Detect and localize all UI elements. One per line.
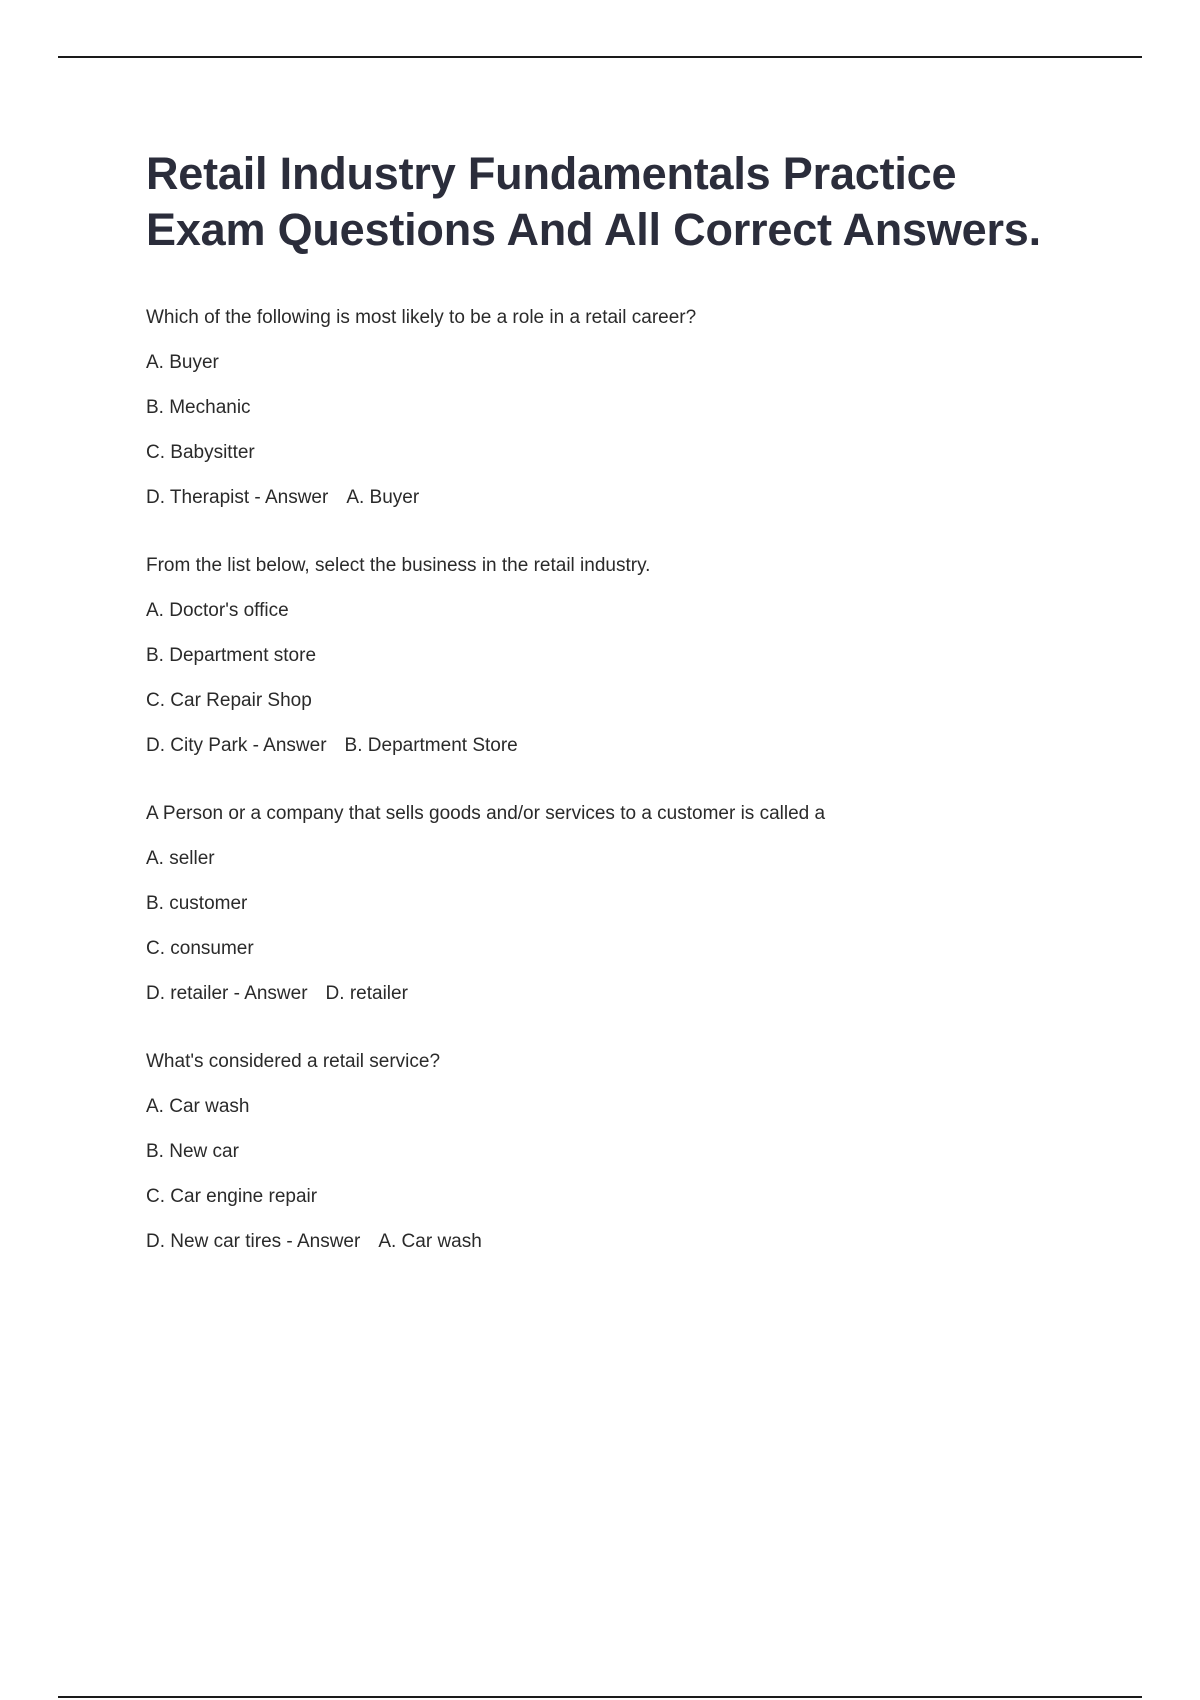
option-a: A. seller [146, 848, 215, 869]
option-a: A. Car wash [146, 1096, 250, 1117]
option-d-with-answer [146, 1230, 1086, 1254]
option-a: A. Doctor's office [146, 600, 289, 621]
option-d: D. New car tires - Answer [146, 1231, 361, 1252]
correct-answer: D. retailer [325, 983, 408, 1004]
option-d-with-answer [146, 734, 1086, 758]
question-block-3 [146, 802, 1086, 1006]
top-divider [58, 56, 1142, 58]
question-block-4 [146, 1050, 1086, 1254]
correct-answer: B. Department Store [344, 735, 518, 756]
option-c: C. Car Repair Shop [146, 690, 312, 711]
option-d: D. retailer - Answer [146, 983, 308, 1004]
document-title: Retail Industry Fundamentals Practice Exam Questions And All Correct Answers. [146, 148, 1041, 255]
question-text: Which of the following is most likely to be a role in a retail career? [146, 307, 697, 328]
option-b: B. Mechanic [146, 397, 251, 418]
option-a: A. Buyer [146, 352, 219, 373]
question-text: What's considered a retail service? [146, 1051, 441, 1072]
option-c: C. Babysitter [146, 442, 255, 463]
correct-answer: A. Buyer [346, 487, 420, 508]
option-b: B. New car [146, 1141, 239, 1162]
option-b: B. Department store [146, 645, 317, 666]
option-c: C. Car engine repair [146, 1186, 318, 1207]
option-d: D. Therapist - Answer [146, 487, 329, 508]
question-block-2 [146, 554, 1086, 758]
correct-answer: A. Car wash [378, 1231, 482, 1252]
option-b: B. customer [146, 893, 248, 914]
question-block-1 [146, 306, 1086, 510]
option-d: D. City Park - Answer [146, 735, 327, 756]
option-d-with-answer [146, 982, 1086, 1006]
option-c: C. consumer [146, 938, 254, 959]
bottom-divider [58, 1696, 1142, 1698]
document-page [146, 146, 1086, 1298]
option-d-with-answer [146, 486, 1086, 510]
question-text: A Person or a company that sells goods and/or services to a customer is called a [146, 803, 826, 824]
question-text: From the list below, select the business in the retail industry. [146, 555, 651, 576]
